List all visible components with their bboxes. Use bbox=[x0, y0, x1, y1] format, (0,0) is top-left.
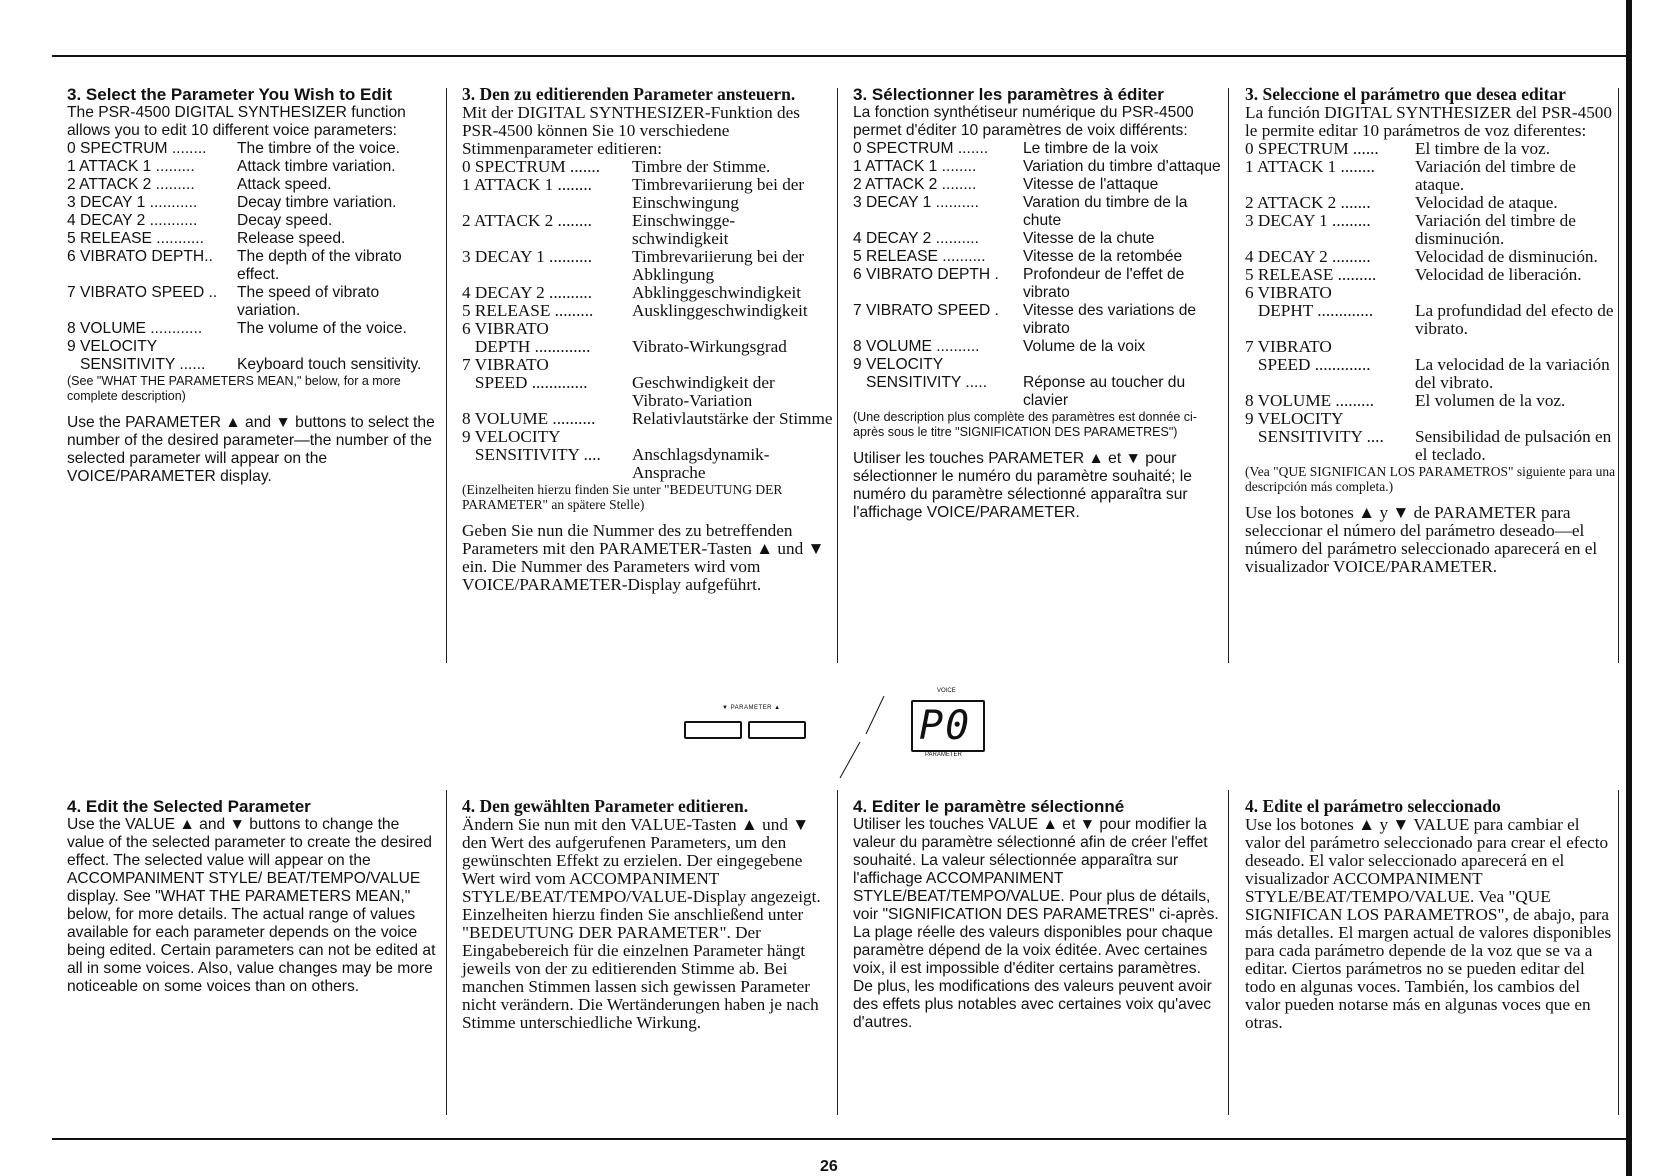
list-item: 3 DECAY 1 .......... Varation du timbre de la chute bbox=[853, 194, 1188, 229]
heading-en-3: 3. Select the Parameter You Wish to Edit bbox=[67, 85, 393, 104]
section-de-3 bbox=[462, 85, 834, 594]
list-item: DEPHT ............. La profundidad del efecto de vibrato. bbox=[1245, 301, 1614, 338]
section-es-3 bbox=[1245, 85, 1617, 576]
param-list-es bbox=[1245, 140, 1617, 464]
heading-fr-4: 4. Editer le paramètre sélectionné bbox=[853, 797, 1125, 816]
parameter-up-button[interactable] bbox=[748, 721, 806, 739]
column-divider-7 bbox=[1228, 790, 1229, 1115]
intro-fr: La fonction synthétiseur numérique du PSR-4500 permet d'éditer 10 paramètres de voix différents: bbox=[853, 104, 1194, 139]
list-item: 4 DECAY 2 .......... Abklinggeschwindigkeit bbox=[462, 283, 801, 302]
section-fr-4 bbox=[853, 797, 1225, 1032]
note-de: (Einzelheiten hierzu finden Sie unter "BEDEUTUNG DER PARAMETER" an spätere Stelle) bbox=[462, 482, 783, 512]
heading-fr-3: 3. Sélectionner les paramètres à éditer bbox=[853, 85, 1164, 104]
list-item: DEPTH ............. Vibrato-Wirkungsgrad bbox=[462, 337, 787, 356]
list-item: 3 DECAY 1 ........... Decay timbre variation. bbox=[67, 194, 397, 211]
list-item: SENSITIVITY ..... Réponse au toucher du clavier bbox=[853, 374, 1186, 409]
list-item: 6 VIBRATO bbox=[462, 320, 549, 338]
column-divider-1 bbox=[446, 88, 447, 663]
column-divider-5 bbox=[446, 790, 447, 1115]
para-en-3: Use the PARAMETER ▲ and ▼ buttons to select the number of the desired parameter—the number of the selected parameter will appear on the VOICE/PARAMETER display. bbox=[67, 414, 435, 485]
list-item: SPEED ............. Geschwindigkeit der Vibrato-Variation bbox=[462, 373, 775, 410]
column-divider-6 bbox=[837, 790, 838, 1115]
figure-leader-lines bbox=[830, 690, 890, 780]
display-bottom-label: PARAMETER bbox=[925, 752, 962, 758]
list-item: 4 DECAY 2 ......... Velocidad de disminución. bbox=[1245, 247, 1598, 266]
list-item: 6 VIBRATO bbox=[1245, 284, 1332, 302]
list-item: 0 SPECTRUM ...... El timbre de la voz. bbox=[1245, 139, 1551, 158]
heading-de-4: 4. Den gewählten Parameter editieren. bbox=[462, 796, 749, 816]
column-divider-8 bbox=[1618, 790, 1619, 1115]
list-item: 8 VOLUME ......... El volumen de la voz. bbox=[1245, 391, 1566, 410]
column-divider-3 bbox=[1228, 88, 1229, 663]
para-en-4: Use the VALUE ▲ and ▼ buttons to change the value of the selected parameter to create the desired effect. The selected value will appear on the ACCOMPANIMENT STYLE/ BEAT/TEMPO/VALUE display. See "WHAT THE PARAMETERS MEAN," below, for more details. The actual range of values available for each parameter depends on the voice being edited. Certain parameters can not be edited at all in some voices. Also, value changes may be more noticeable on some voices than on others. bbox=[67, 816, 436, 995]
intro-de: Mit der DIGITAL SYNTHESIZER-Funktion des PSR-4500 können Sie 10 verschiedene Stimmenparameter editieren: bbox=[462, 103, 800, 158]
note-en: (See "WHAT THE PARAMETERS MEAN," below, for a more complete description) bbox=[67, 374, 401, 403]
heading-en-4: 4. Edit the Selected Parameter bbox=[67, 797, 311, 816]
para-fr-3: Utiliser les touches PARAMETER ▲ et ▼ pour sélectionner le numéro du paramètre souhaité; le numéro du paramètre sélectionné apparaîtra sur l'affichage VOICE/PARAMETER. bbox=[853, 450, 1192, 521]
list-item: 2 ATTACK 2 ....... Velocidad de ataque. bbox=[1245, 193, 1558, 212]
list-item: 8 VOLUME .......... Volume de la voix bbox=[853, 338, 1146, 355]
list-item: 7 VIBRATO bbox=[1245, 338, 1332, 356]
heading-es-3: 3. Seleccione el parámetro que desea editar bbox=[1245, 84, 1566, 104]
list-item: 1 ATTACK 1 ........ Timbrevariierung bei der Einschwingung bbox=[462, 175, 805, 212]
list-item: 8 VOLUME .......... Relativlautstärke der Stimme bbox=[462, 409, 833, 428]
right-edge-bar bbox=[1626, 0, 1632, 1176]
list-item: 9 VELOCITY bbox=[1245, 410, 1344, 428]
param-list-de bbox=[462, 158, 834, 482]
bottom-rule bbox=[52, 1138, 1630, 1140]
list-item: 1 ATTACK 1 ......... Attack timbre variation. bbox=[67, 158, 396, 175]
para-de-4: Ändern Sie nun mit den VALUE-Tasten ▲ und ▼ den Wert des aufgerufenen Parameters, um den gewünschten Effekt zu erzielen. Der eingegebene Wert wird vom ACCOMPANIMENT STYLE/BEAT/TEMPO/VALUE-Display angezeigt. Einzelheiten hierzu finden Sie anschließend unter "BEDEUTUNG DER PARAMETER". Der Eingabebereich für die einzelnen Parameter hängt jeweils von der zu editierenden Stimme ab. Bei manchen Stimmen lassen sich gewissen Parameter nicht verändern. Die Wertänderungen haben je nach Stimme unterschiedliche Wirkung. bbox=[462, 815, 821, 1032]
parameter-buttons-label: ▼ PARAMETER ▲ bbox=[722, 705, 781, 711]
list-item: 5 RELEASE ......... Velocidad de liberación. bbox=[1245, 265, 1582, 284]
column-divider-4 bbox=[1618, 88, 1619, 663]
para-fr-4: Utiliser les touches VALUE ▲ et ▼ pour modifier la valeur du paramètre sélectionné afin de créer l'effet souhaité. La valeur sélectionnée apparaîtra sur l'affichage ACCOMPANIMENT STYLE/BEAT/TEMPO/VALUE. Pour plus de détails, voir "SIGNIFICATION DES PARAMETRES" ci-après. La plage réelle des valeurs disponibles pour chaque paramètre dépend de la voix éditée. Avec certaines voix, il est impossible d'éditer certains paramètres. De plus, les modifications des valeurs peuvent avoir des effets plus notables avec certaines voix qu'avec d'autres. bbox=[853, 816, 1219, 1031]
list-item: 7 VIBRATO SPEED .. The speed of vibrato variation. bbox=[67, 284, 380, 319]
heading-es-4: 4. Edite el parámetro seleccionado bbox=[1245, 796, 1501, 816]
intro-es: La función DIGITAL SYNTHESIZER del PSR-4500 le permite editar 10 parámetros de voz diferentes: bbox=[1245, 103, 1612, 140]
list-item: SENSITIVITY ...... Keyboard touch sensitivity. bbox=[67, 356, 422, 373]
list-item: 3 DECAY 1 ......... Variación del timbre de disminución. bbox=[1245, 211, 1576, 248]
param-list-fr bbox=[853, 140, 1225, 410]
display-readout: P0 bbox=[919, 703, 972, 749]
list-item: 1 ATTACK 1 ........ Variación del timbre de ataque. bbox=[1245, 157, 1576, 194]
list-item: 0 SPECTRUM ....... Timbre der Stimme. bbox=[462, 157, 771, 176]
list-item: SPEED ............. La velocidad de la variación del vibrato. bbox=[1245, 355, 1610, 392]
list-item: 5 RELEASE ......... Ausklinggeschwindigkeit bbox=[462, 301, 808, 320]
list-item: 6 VIBRATO DEPTH . Profondeur de l'effet de vibrato bbox=[853, 266, 1185, 301]
list-item: 9 VELOCITY bbox=[853, 356, 944, 373]
para-es-3: Use los botones ▲ y ▼ de PARAMETER para seleccionar el número del parámetro deseado—el número del parámetro seleccionado aparecerá en el visualizador VOICE/PARAMETER. bbox=[1245, 503, 1598, 576]
list-item: 5 RELEASE ........... Release speed. bbox=[67, 230, 346, 247]
section-de-4 bbox=[462, 797, 834, 1032]
param-list-en bbox=[67, 140, 439, 374]
list-item: 2 ATTACK 2 ......... Attack speed. bbox=[67, 176, 332, 193]
para-es-4: Use los botones ▲ y ▼ VALUE para cambiar el valor del parámetro seleccionado para crear el efecto deseado. El valor seleccionado aparecerá en el visualizador ACCOMPANIMENT STYLE/BEAT/TEMPO/VALUE. Vea "QUE SIGNIFICAN LOS PARAMETROS", de abajo, para más detalles. El margen actual de valores disponibles para cada parámetro depende de la voz que se va a editar. Ciertos parámetros no se pueden editar del todo en algunas voces. También, los cambios del valor pueden notarse más en algunas voces que en otras. bbox=[1245, 815, 1612, 1032]
list-item: 2 ATTACK 2 ........ Vitesse de l'attaque bbox=[853, 176, 1159, 193]
section-fr-3 bbox=[853, 85, 1225, 522]
list-item: SENSITIVITY .... Anschlagsdynamik- Ansprache bbox=[462, 445, 770, 482]
heading-de-3: 3. Den zu editierenden Parameter ansteuern. bbox=[462, 84, 796, 104]
section-en-3 bbox=[67, 85, 439, 486]
parameter-down-button[interactable] bbox=[684, 721, 742, 739]
list-item: 4 DECAY 2 .......... Vitesse de la chute bbox=[853, 230, 1155, 247]
display-screen bbox=[911, 700, 985, 752]
list-item: 4 DECAY 2 ........... Decay speed. bbox=[67, 212, 333, 229]
list-item: 6 VIBRATO DEPTH.. The depth of the vibrato effect. bbox=[67, 248, 402, 283]
section-es-4 bbox=[1245, 797, 1617, 1032]
list-item: 2 ATTACK 2 ........ Einschwingge- schwindigkeit bbox=[462, 211, 736, 248]
para-de-3: Geben Sie nun die Nummer des zu betreffenden Parameters mit den PARAMETER-Tasten ▲ und ▼ ein. Die Nummer des Parameters wird vom VOICE/PARAMETER-Display aufgeführt. bbox=[462, 521, 825, 594]
list-item: 8 VOLUME ............ The volume of the voice. bbox=[67, 320, 407, 337]
list-item: 5 RELEASE .......... Vitesse de la retombée bbox=[853, 248, 1183, 265]
list-item: 0 SPECTRUM ........ The timbre of the voice. bbox=[67, 140, 400, 157]
note-es: (Vea "QUE SIGNIFICAN LOS PARAMETROS" siguiente para una descripción más completa.) bbox=[1245, 464, 1616, 494]
list-item: 0 SPECTRUM ....... Le timbre de la voix bbox=[853, 140, 1159, 157]
list-item: 7 VIBRATO bbox=[462, 356, 549, 374]
display-top-label: VOICE bbox=[937, 688, 956, 694]
column-divider-2 bbox=[837, 88, 838, 663]
list-item: 7 VIBRATO SPEED . Vitesse des variations de vibrato bbox=[853, 302, 1197, 337]
list-item: 3 DECAY 1 .......... Timbrevariierung bei der Abklingung bbox=[462, 247, 805, 284]
section-en-4 bbox=[67, 797, 439, 996]
list-item: SENSITIVITY .... Sensibilidad de pulsación en el teclado. bbox=[1245, 427, 1612, 464]
top-rule bbox=[52, 55, 1630, 57]
list-item: 9 VELOCITY bbox=[462, 428, 561, 446]
intro-en: The PSR-4500 DIGITAL SYNTHESIZER function allows you to edit 10 different voice parameters: bbox=[67, 104, 406, 139]
parameter-buttons-figure bbox=[680, 705, 810, 745]
voice-parameter-display bbox=[905, 688, 995, 766]
list-item: 1 ATTACK 1 ........ Variation du timbre d'attaque bbox=[853, 158, 1221, 175]
note-fr: (Une description plus complète des paramètres est donnée ci-après sous le titre "SIGNIFICATION DES PARAMETRES") bbox=[853, 410, 1197, 439]
page-number: 26 bbox=[820, 1158, 838, 1175]
list-item: 9 VELOCITY bbox=[67, 338, 158, 355]
